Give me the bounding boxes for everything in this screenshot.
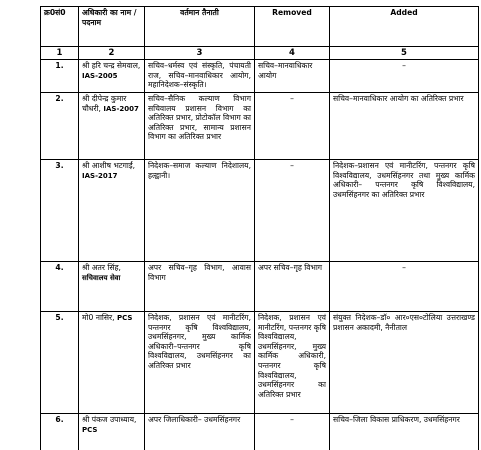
table-row	[41, 60, 479, 93]
row-removed: –	[255, 160, 330, 262]
row-officer	[79, 262, 145, 312]
table-row	[41, 160, 479, 262]
transfer-table	[40, 6, 479, 450]
officer-batch: PCS	[82, 425, 98, 434]
row-officer	[79, 60, 145, 93]
row-added: निदेशक–प्रशासन एवं मानीटरिंग, पन्तनगर कृषि विश्वविद्यालय, उधमसिंहनगर तथा मुख्य कार्मिक अधिकारी– पन्तनगर कृषि विश्वविद्यालय, उधमसिंहनगर का अतिरिक्त प्रभार	[330, 160, 479, 262]
header-removed: Removed	[255, 7, 330, 47]
row-current-posting: अपर सचिव–गृह विभाग, आवास विभाग	[145, 262, 255, 312]
column-number: 5	[330, 47, 479, 60]
row-sno: 2.	[41, 93, 79, 160]
row-removed: –	[255, 93, 330, 160]
header-current-posting: वर्तमान तैनाती	[145, 7, 255, 47]
officer-batch: IAS-2007	[103, 104, 139, 113]
officer-name: श्री आशीष भटगाईं,	[82, 161, 136, 170]
row-sno: 3.	[41, 160, 79, 262]
header-row	[41, 7, 479, 47]
row-current-posting: निदेशक, प्रशासन एवं मानीटरिंग, पन्तनगर कृषि विश्वविद्यालय, उधमसिंहनगर, मुख्य कार्मिक अधिकारी–पन्तनगर कृषि विश्वविद्यालय, उधमसिंहनगर का अतिरिक्त प्रभार	[145, 312, 255, 414]
officer-batch: IAS-2017	[82, 171, 118, 180]
row-removed: सचिव–मानवाधिकार आयोग	[255, 60, 330, 93]
row-current-posting: अपर जिलाधिकारी– उधमसिंहनगर	[145, 414, 255, 450]
row-added: –	[330, 262, 479, 312]
column-number: 1	[41, 47, 79, 60]
column-number-row	[41, 47, 479, 60]
officer-batch: PCS	[116, 314, 133, 322]
row-added: संयुक्त निदेशक–डॉ० आर०एस०टोलिया उत्तराखण्ड प्रशासन अकादमी, नैनीताल	[330, 312, 479, 414]
officer-batch: IAS-2005	[82, 71, 118, 80]
row-current-posting: सचिव–सैनिक कल्याण विभाग सचिवालय प्रशासन विभाग का अतिरिक्त प्रभार, प्रोटोकॉल विभाग का अतिरिक्त प्रभार, सामान्य प्रशासन विभाग का अतिरिक्त प्रभार	[145, 93, 255, 160]
officer-name: श्री हरि चन्द्र सेमवाल,	[82, 61, 141, 70]
table-row	[41, 414, 479, 450]
column-number: 3	[145, 47, 255, 60]
row-officer	[79, 93, 145, 160]
row-current-posting: निदेशक–समाज कल्याण निदेशालय, हल्द्वानी।	[145, 160, 255, 262]
row-removed: निदेशक, प्रशासन एवं मानीटरिंग, पन्तनगर कृषि विश्वविद्यालय, उधमसिंहनगर, मुख्य कार्मिक अधिकारी, पन्तनगर कृषि विश्वविद्यालय, उधमसिंहनगर का अतिरिक्त प्रभार	[255, 312, 330, 414]
table-row	[41, 93, 479, 160]
row-sno: 4.	[41, 262, 79, 312]
row-officer	[79, 312, 145, 414]
row-sno: 1.	[41, 60, 79, 93]
column-number: 2	[79, 47, 145, 60]
row-current-posting: सचिव–धर्मस्व एवं संस्कृति, पंचायती राज, सचिव–मानवाधिकार आयोग, महानिदेशक–संस्कृति।	[145, 60, 255, 93]
officer-name: श्री दीपेन्द्र कुमार चौधरी,	[82, 94, 127, 113]
row-added: –	[330, 60, 479, 93]
row-sno: 5.	[41, 312, 79, 414]
row-added: सचिव–जिला विकास प्राधिकरण, उधमसिंहनगर	[330, 414, 479, 450]
table-row	[41, 262, 479, 312]
column-number: 4	[255, 47, 330, 60]
table-row	[41, 312, 479, 414]
officer-name: मो0 नासिर,	[82, 313, 115, 322]
row-removed: –	[255, 414, 330, 450]
header-added: Added	[330, 7, 479, 47]
header-officer: अधिकारी का नाम / पदनाम	[79, 7, 145, 47]
officer-batch: सचिवालय सेवा	[82, 273, 121, 282]
row-added: सचिव–मानवाधिकार आयोग का अतिरिक्त प्रभार	[330, 93, 479, 160]
officer-name: श्री अतर सिंह,	[82, 263, 121, 272]
row-officer	[79, 414, 145, 450]
header-sno: क्र0सं0	[41, 7, 79, 47]
row-removed: अपर सचिव–गृह विभाग	[255, 262, 330, 312]
row-officer	[79, 160, 145, 262]
row-sno: 6.	[41, 414, 79, 450]
officer-name: श्री पंकज उपाध्याय,	[82, 415, 137, 424]
